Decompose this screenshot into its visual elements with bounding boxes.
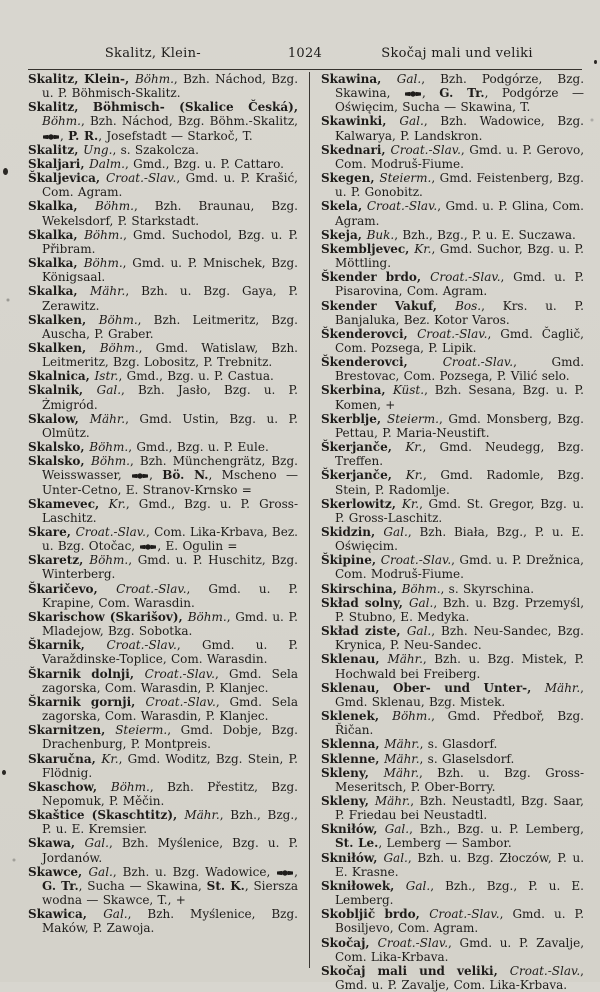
- place-name: Sklenau, Ober- und Unter-,: [321, 680, 545, 695]
- entry-text: , Gmd. St. Gregor, Bzg. u. P. Gross-Laschitz.: [335, 496, 584, 525]
- crownland-abbr: Mähr.: [184, 808, 220, 823]
- scan-speck: [3, 168, 8, 175]
- crownland-abbr: Kr.: [401, 496, 420, 511]
- entry-text: , Bzh. u. Bzg. Wadowice,: [112, 864, 277, 879]
- gazetteer-entry: [321, 964, 584, 992]
- crownland-abbr: Croat.-Slav.: [75, 525, 146, 539]
- crownland-abbr: Böhm.: [110, 779, 150, 794]
- crownland-abbr: Gal.: [399, 114, 424, 129]
- entry-text: , Gmd. u. P. Gerovo, Com. Modruš-Fiume.: [335, 142, 585, 171]
- gazetteer-entry: [321, 525, 584, 553]
- entry-text: , s. Skyrschina.: [440, 581, 535, 596]
- entry-text: , Gmd., Bzg. u. P. Castua.: [118, 369, 274, 384]
- entry-text: , s. Glasdorf.: [419, 737, 498, 752]
- entry-text: , E. Ogulin =: [157, 539, 238, 554]
- place-name: Škarnik dolnji,: [28, 666, 145, 681]
- place-name: Skalka,: [28, 284, 90, 299]
- entry-text: , Sucha — Skawina,: [78, 878, 207, 893]
- entry-text: , Bzh. u. Bzg. Gross-Meseritsch, P. Ober-Borry.: [335, 765, 584, 794]
- gazetteer-entry: [321, 752, 584, 766]
- place-name: Skegen,: [321, 171, 380, 186]
- header-right-keyword: Skočaj mali und veliki: [381, 46, 533, 61]
- place-name: St. K.: [206, 878, 245, 893]
- gazetteer-entry: [321, 851, 584, 879]
- entry-text: , Gmd. Dobje, Bzg. Drachenburg, P. Montpreis.: [42, 723, 298, 752]
- gazetteer-entry: [28, 284, 298, 312]
- entry-text: , Gmd. Sela zagorska, Com. Warasdin, P. Klanjec.: [42, 694, 298, 724]
- entry-text: , Gmd. u. P. Mnischek, Bzg. Königsaal.: [42, 256, 298, 285]
- entry-text: , Gmd., Bzg. u. P. Gross-Laschitz.: [42, 496, 299, 525]
- entry-text: , Gmd. Suchodol, Bzg. u. P. Přibram.: [42, 227, 298, 256]
- entry-text: , Gmd. u. P. Huschitz, Bzg. Winterberg.: [42, 553, 298, 582]
- place-name: Skalka,: [28, 227, 85, 242]
- entry-text: , Gmd. u. P. Glina, Com. Agram.: [335, 199, 584, 228]
- gazetteer-entry: [28, 695, 298, 723]
- place-name: Skawce,: [28, 864, 89, 879]
- gazetteer-entry: [28, 667, 298, 695]
- entry-text: , Gmd. u. P. Bosiljevo, Com. Agram.: [335, 907, 585, 936]
- crownland-abbr: Kr.: [405, 468, 423, 483]
- crownland-abbr: Gal.: [96, 383, 122, 398]
- place-name: Skerbina,: [321, 383, 393, 398]
- gazetteer-entry: [321, 737, 584, 751]
- crownland-abbr: Croat.-Slav.: [366, 199, 438, 214]
- place-name: Skerlowitz,: [321, 496, 402, 511]
- gazetteer-entry: [321, 596, 584, 624]
- place-name: Skleny,: [321, 793, 375, 808]
- place-name: Škenderovci,: [321, 326, 418, 341]
- crownland-abbr: Croat.-Slav.: [380, 553, 452, 568]
- crownland-abbr: Gal.: [84, 836, 109, 851]
- entry-text: , Gmd. Woditz, Bzg. Stein, P. Flödnig.: [42, 751, 298, 780]
- crownland-abbr: Böhm.: [91, 454, 130, 469]
- place-name: Skare,: [28, 525, 76, 539]
- scan-speck: [2, 770, 6, 775]
- crownland-abbr: Croat.-Slav.: [106, 638, 177, 653]
- gazetteer-entry: [28, 454, 298, 496]
- place-name: Skaretz,: [28, 553, 90, 568]
- place-name: Škerjanče,: [321, 468, 406, 483]
- place-name: Skela,: [321, 199, 367, 214]
- crownland-abbr: Gal.: [396, 72, 422, 86]
- entry-text: , Gmd. Sklenau, Bzg. Mistek.: [335, 680, 584, 709]
- entry-text: ,: [421, 86, 440, 101]
- place-name: Skaručna,: [28, 751, 102, 766]
- crownland-abbr: Mähr.: [384, 737, 420, 752]
- gazetteer-entry: [321, 766, 584, 794]
- entry-text: , Siersza wodna — Skawce, T., +: [42, 878, 298, 908]
- crownland-abbr: Steierm.: [115, 723, 168, 738]
- entry-text: ,: [294, 864, 298, 879]
- crownland-abbr: Mähr.: [544, 680, 581, 695]
- gazetteer-entry: [28, 907, 298, 935]
- entry-text: , Gmd. Ustin, Bzg. u. P. Olmütz.: [42, 411, 298, 440]
- gazetteer-entry: [28, 228, 298, 256]
- crownland-abbr: Croat.-Slav.: [442, 355, 514, 370]
- crownland-abbr: Böhm.: [99, 340, 139, 355]
- entry-text: , Gmd. Watislaw, Bzh. Leitmeritz, Bzg. Lobositz, P. Trebnitz.: [42, 340, 298, 370]
- place-name: Skalitz,: [28, 142, 84, 157]
- place-name: Skawina,: [321, 72, 397, 86]
- gazetteer-entry: [321, 794, 584, 822]
- place-name: Skleny,: [321, 765, 384, 780]
- entry-text: , s. Szakolcza.: [112, 142, 199, 157]
- gazetteer-entry: [321, 242, 584, 270]
- crownland-abbr: Croat.-Slav.: [509, 963, 581, 978]
- crownland-abbr: Gal.: [88, 864, 113, 879]
- gazetteer-entry: [28, 440, 298, 454]
- place-name: Skamevec,: [28, 496, 109, 511]
- crownland-abbr: Kr.: [405, 440, 423, 455]
- gazetteer-entry: [28, 143, 298, 157]
- place-name: Škipine,: [321, 553, 381, 568]
- place-name: Škerjanče,: [321, 440, 406, 455]
- place-name: Skobljič brdo,: [321, 907, 430, 922]
- crownland-abbr: Istr.: [94, 369, 119, 384]
- entry-text: , Bzh., Bzg. u. P. Lemberg,: [409, 822, 584, 837]
- gazetteer-entry: [321, 171, 584, 199]
- entry-text: , Gmd., Bzg. u. P. Cattaro.: [124, 156, 284, 171]
- crownland-abbr: Dalm.: [89, 156, 125, 171]
- entry-text: , Gmd., Bzg. u. P. Eule.: [128, 440, 269, 455]
- crownland-abbr: Croat.-Slav.: [377, 935, 449, 950]
- place-name: P. R.: [68, 128, 99, 143]
- place-name: Skalken,: [28, 340, 100, 355]
- crownland-abbr: Croat.-Slav.: [430, 270, 501, 285]
- entry-text: , Mscheno — Unter-Cetno, E. Stranov-Krnsko =: [42, 468, 298, 497]
- gazetteer-entry: [28, 497, 298, 525]
- entry-text: , Gmd. u. P. Krašić, Com. Agram.: [42, 171, 298, 200]
- gazetteer-entry: [28, 610, 298, 638]
- crownland-abbr: Mähr.: [387, 652, 423, 667]
- gazetteer-entry: [321, 383, 584, 411]
- crownland-abbr: Gal.: [103, 907, 128, 922]
- place-name: Skarischow (Skarišov),: [28, 609, 188, 624]
- place-name: Skednari,: [321, 142, 391, 157]
- place-name: Škarnik,: [28, 638, 107, 653]
- crownland-abbr: Croat.-Slav.: [116, 581, 187, 596]
- place-name: Sklenau,: [321, 652, 388, 667]
- entry-text: , Bzh. u. Bzg. Złoczów, P. u. E. Krasne.: [335, 850, 585, 879]
- gazetteer-entry: [321, 936, 584, 964]
- entry-text: , Bzh. u. Bzg. Gaya, P. Zerawitz.: [42, 284, 298, 313]
- entry-text: , Gmd. u. P. Pisarovina, Com. Agram.: [335, 270, 585, 299]
- gazetteer-entry: [321, 412, 584, 440]
- railway-winged-wheel-icon: [43, 133, 59, 141]
- place-name: Škaričevo,: [28, 581, 117, 596]
- place-name: Skerblje,: [321, 411, 387, 426]
- entry-text: , Com. Lika-Krbava, Bez. u. Bzg. Otočac,: [42, 525, 298, 554]
- place-name: Skalow,: [28, 411, 90, 426]
- crownland-abbr: Böhm.: [89, 553, 129, 568]
- gazetteer-entry: [321, 355, 584, 383]
- gazetteer-entry: [28, 638, 298, 666]
- gazetteer-entry: [321, 270, 584, 298]
- place-name: Sklenna,: [321, 737, 385, 752]
- gazetteer-entry: [321, 114, 584, 142]
- crownland-abbr: Buk.: [366, 227, 395, 242]
- crownland-abbr: Croat.-Slav.: [144, 666, 215, 681]
- two-column-text-block: [28, 72, 585, 992]
- gazetteer-entry: [321, 440, 584, 468]
- place-name: Skalitz, Klein-,: [28, 72, 135, 86]
- place-name: Škender brdo,: [321, 270, 431, 285]
- crownland-abbr: Böhm.: [134, 72, 174, 86]
- gazetteer-entry: [321, 652, 584, 680]
- right-column: [309, 72, 585, 992]
- entry-text: , Bzh. Jasło, Bzg. u. P. Żmigród.: [42, 383, 298, 412]
- crownland-abbr: Böhm.: [42, 114, 81, 129]
- crownland-abbr: Gal.: [384, 822, 410, 837]
- entry-text: , Gmd. Čaglič, Com. Pozsega, P. Lipik.: [335, 326, 584, 355]
- entry-text: , Gmd. Monsberg, Bzg. Pettau, P. Maria-Neustift.: [335, 411, 584, 440]
- place-name: Skawica,: [28, 907, 104, 922]
- place-name: Skeja,: [321, 227, 367, 242]
- place-name: Škarnik gornji,: [28, 694, 146, 709]
- place-name: Sklenek,: [321, 709, 393, 724]
- crownland-abbr: Bos.: [455, 298, 482, 313]
- place-name: St. Le.: [335, 836, 379, 851]
- crownland-abbr: Kr.: [108, 496, 126, 511]
- gazetteer-entry: [321, 143, 584, 171]
- crownland-abbr: Gal.: [383, 850, 408, 865]
- crownland-abbr: Böhm.: [94, 199, 134, 214]
- entry-text: , Lemberg — Sambor.: [378, 836, 512, 851]
- place-name: Skniłów,: [321, 822, 385, 837]
- place-name: Skalnik,: [28, 383, 97, 398]
- place-name: Skład solny,: [321, 595, 409, 610]
- gazetteer-entry: [28, 752, 298, 780]
- entry-text: , Bzh. Wadowice, Bzg. Kalwarya, P. Landskron.: [335, 114, 584, 143]
- place-name: G. Tr.: [439, 86, 485, 101]
- gazetteer-entry: [321, 72, 584, 114]
- entry-text: , Gmd. u. P. Varaždinske-Toplice, Com. Warasdin.: [42, 638, 298, 667]
- gazetteer-entry: [321, 497, 584, 525]
- place-name: Skočaj mali und veliki,: [321, 963, 510, 978]
- crownland-abbr: Croat.-Slav.: [145, 694, 216, 709]
- entry-text: , Bzh. Přestitz, Bzg. Nepomuk, P. Měčin.: [42, 779, 298, 808]
- place-name: Skarnitzen,: [28, 723, 116, 738]
- entry-text: , Bzh. Myślenice, Bzg. Maków, P. Zawoja.: [42, 907, 298, 936]
- gazetteer-entry: [321, 624, 584, 652]
- entry-text: , Gmd. Neudegg, Bzg. Treffen.: [335, 440, 584, 469]
- gazetteer-entry: [321, 709, 584, 737]
- place-name: Skaljari,: [28, 156, 90, 171]
- entry-text: , Bzh. u. Bzg. Przemyśl, P. Stubno, E. Medyka.: [335, 595, 585, 624]
- crownland-abbr: Ung.: [83, 142, 113, 157]
- crownland-abbr: Böhm.: [84, 227, 124, 242]
- running-head: [28, 46, 582, 70]
- place-name: Skirschina,: [321, 581, 402, 596]
- place-name: Skniłów,: [321, 850, 384, 865]
- page-number: 1024: [287, 46, 323, 61]
- crownland-abbr: Croat.-Slav.: [390, 142, 461, 157]
- crownland-abbr: Croat.-Slav.: [417, 326, 488, 341]
- entry-text: , Gmd. u. P. Mladejow, Bzg. Sobotka.: [42, 609, 298, 639]
- crownland-abbr: Böhm.: [89, 440, 129, 455]
- entry-text: , Gmd. u. P. Zavalje, Com. Lika-Krbava.: [335, 963, 584, 992]
- crownland-abbr: Mähr.: [89, 411, 126, 426]
- crownland-abbr: Mähr.: [383, 765, 420, 780]
- crownland-abbr: Mähr.: [384, 751, 420, 766]
- crownland-abbr: Böhm.: [392, 709, 432, 724]
- place-name: Skočaj,: [321, 935, 378, 950]
- place-name: Skalnica,: [28, 369, 95, 384]
- railway-winged-wheel-icon: [132, 472, 148, 480]
- entry-text: , Bzh., Bzg., P. u. E. Lemberg.: [335, 878, 584, 908]
- entry-text: , Bzh. Podgórze, Bzg. Skawina,: [335, 72, 585, 101]
- entry-text: , Bzh. Myślenice, Bzg. u. P. Jordanów.: [42, 836, 299, 865]
- entry-text: , Bzh. Neu-Sandec, Bzg. Krynica, P. Neu-Sandec.: [335, 624, 584, 653]
- gazetteer-entry: [321, 681, 584, 709]
- gazetteer-entry: [28, 553, 298, 581]
- entry-text: , Bzh., Bzg., P. u. E. Suczawa.: [394, 227, 576, 242]
- crownland-abbr: Gal.: [408, 595, 434, 610]
- crownland-abbr: Gal.: [383, 525, 408, 539]
- entry-text: , Krs. u. P. Banjaluka, Bez. Kotor Varos.: [335, 298, 584, 327]
- gazetteer-entry: [28, 100, 298, 142]
- gazetteer-entry: [28, 369, 298, 383]
- header-left-keyword: Skalitz, Klein-: [104, 46, 202, 61]
- entry-text: , Gmd. u. P. Zavalje, Com. Lika-Krbava.: [335, 935, 585, 964]
- entry-text: , Gmd. Sela zagorska, Com. Warasdin, P. Klanjec.: [42, 666, 298, 695]
- scan-speck: [594, 60, 597, 64]
- place-name: Skawinki,: [321, 114, 400, 129]
- railway-winged-wheel-icon: [405, 90, 421, 98]
- place-name: Skalken,: [28, 312, 99, 327]
- entry-text: , Bzh. Neustadtl, Bzg. Saar, P. Friedau bei Neustadtl.: [335, 793, 584, 823]
- place-name: Skembljevec,: [321, 241, 415, 256]
- crownland-abbr: Böhm.: [187, 609, 227, 624]
- entry-text: , s. Glaselsdorf.: [419, 751, 515, 766]
- gazetteer-entry: [28, 199, 298, 227]
- railway-winged-wheel-icon: [140, 543, 156, 551]
- place-name: Skalsko,: [28, 454, 92, 469]
- gazetteer-entry: [28, 341, 298, 369]
- crownland-abbr: Croat.-Slav.: [429, 907, 500, 922]
- place-name: Skniłowek,: [321, 878, 406, 893]
- crownland-abbr: Steierm.: [386, 411, 439, 426]
- entry-text: , Gmd. Feistenberg, Bzg. u. P. Gonobitz.: [335, 171, 584, 200]
- gazetteer-entry: [28, 525, 298, 553]
- place-name: Bö. N.: [162, 468, 209, 483]
- entry-text: ,: [149, 468, 163, 483]
- entry-text: , Gmd. Brestovac, Com. Pozsega, P. Vilić selo.: [335, 355, 585, 384]
- gazetteer-entry: [321, 822, 584, 850]
- gazetteer-entry: [321, 907, 584, 935]
- place-name: Skalka,: [28, 256, 84, 271]
- entry-text: , Bzh., Bzg., P. u. E. Kremsier.: [42, 808, 298, 837]
- entry-text: , Bzh. u. Bzg. Mistek, P. Hochwald bei Freiberg.: [335, 652, 584, 681]
- left-column: [28, 72, 306, 968]
- crownland-abbr: Böhm.: [83, 256, 123, 271]
- crownland-abbr: Croat.-Slav.: [105, 171, 177, 186]
- place-name: Škaljevica,: [28, 171, 106, 186]
- gazetteer-entry: [28, 256, 298, 284]
- place-name: Skidzin,: [321, 525, 384, 539]
- entry-text: ,: [60, 128, 69, 143]
- gazetteer-entry: [321, 879, 584, 907]
- place-name: Skalka,: [28, 199, 95, 214]
- crownland-abbr: Böhm.: [401, 581, 441, 596]
- place-name: Skender Vakuf,: [321, 298, 456, 313]
- place-name: Skaschow,: [28, 779, 111, 794]
- place-name: Skaštice (Skaschtitz),: [28, 808, 185, 823]
- gazetteer-entry: [28, 836, 298, 864]
- gazetteer-entry: [28, 808, 298, 836]
- crownland-abbr: Gal.: [406, 624, 432, 639]
- entry-text: , Bzh. Náchod, Bzg. u. P. Böhmisch-Skalitz.: [42, 72, 299, 101]
- gazetteer-entry: [321, 582, 584, 596]
- entry-text: , Bzh. Münchengrätz, Bzg. Weisswasser,: [42, 454, 298, 483]
- crownland-abbr: Kr.: [101, 751, 119, 766]
- crownland-abbr: Böhm.: [98, 312, 138, 327]
- gazetteer-entry: [28, 171, 298, 199]
- entry-text: , Gmd. Předboř, Bzg. Řičan.: [335, 709, 584, 738]
- place-name: Skład ziste,: [321, 624, 407, 639]
- gazetteer-entry: [321, 553, 584, 581]
- gazetteer-entry: [321, 327, 584, 355]
- entry-text: , Podgórze — Oświęcim, Sucha — Skawina, T.: [335, 86, 584, 115]
- crownland-abbr: Küst.: [392, 383, 425, 398]
- gazetteer-entry: [28, 780, 298, 808]
- place-name: G. Tr.: [42, 878, 79, 893]
- crownland-abbr: Mähr.: [89, 284, 126, 299]
- gazetteer-entry: [28, 72, 298, 100]
- gazetteer-entry: [321, 299, 584, 327]
- place-name: Skalsko,: [28, 440, 90, 455]
- entry-text: , Bzh. Leitmeritz, Bzg. Auscha, P. Graber.: [42, 312, 298, 341]
- gazetteer-entry: [28, 157, 298, 171]
- place-name: Škenderovci,: [321, 355, 443, 370]
- entry-text: , Gmd. Suchor, Bzg. u. P. Möttling.: [335, 241, 584, 271]
- entry-text: , Josefstadt — Starkoč, T.: [98, 128, 253, 143]
- gazetteer-entry: [28, 865, 298, 907]
- entry-text: , Bzh. Sesana, Bzg. u. P. Komen, +: [335, 383, 584, 412]
- entry-text: , Bzh. Biała, Bzg., P. u. E. Oświęcim.: [335, 525, 584, 554]
- crownland-abbr: Gal.: [405, 878, 431, 893]
- gazetteer-entry: [28, 383, 298, 411]
- railway-winged-wheel-icon: [277, 869, 293, 877]
- gazetteer-entry: [321, 199, 584, 227]
- entry-text: , Bzh. Braunau, Bzg. Wekelsdorf, P. Starkstadt.: [42, 199, 298, 228]
- gazetteer-entry: [321, 468, 584, 496]
- place-name: Skalitz, Böhmisch- (Skalice Česká),: [28, 100, 298, 115]
- place-name: Sklenne,: [321, 751, 385, 766]
- entry-text: , Gmd. u. P. Krapine, Com. Warasdin.: [42, 581, 298, 610]
- crownland-abbr: Mähr.: [374, 793, 411, 808]
- gazetteer-entry: [28, 313, 298, 341]
- place-name: Skawa,: [28, 836, 85, 851]
- entry-text: , Gmd. u. P. Drežnica, Com. Modruš-Fiume.: [335, 553, 585, 582]
- entry-text: , Gmd. Radomle, Bzg. Stein, P. Radomlje.: [335, 468, 585, 497]
- gazetteer-entry: [28, 412, 298, 440]
- entry-text: , Bzh. Náchod, Bzg. Böhm.-Skalitz,: [80, 114, 298, 129]
- gazetteer-entry: [321, 228, 584, 242]
- gazetteer-entry: [28, 582, 298, 610]
- crownland-abbr: Kr.: [414, 241, 432, 256]
- crownland-abbr: Steierm.: [379, 171, 432, 186]
- gazetteer-entry: [28, 723, 298, 751]
